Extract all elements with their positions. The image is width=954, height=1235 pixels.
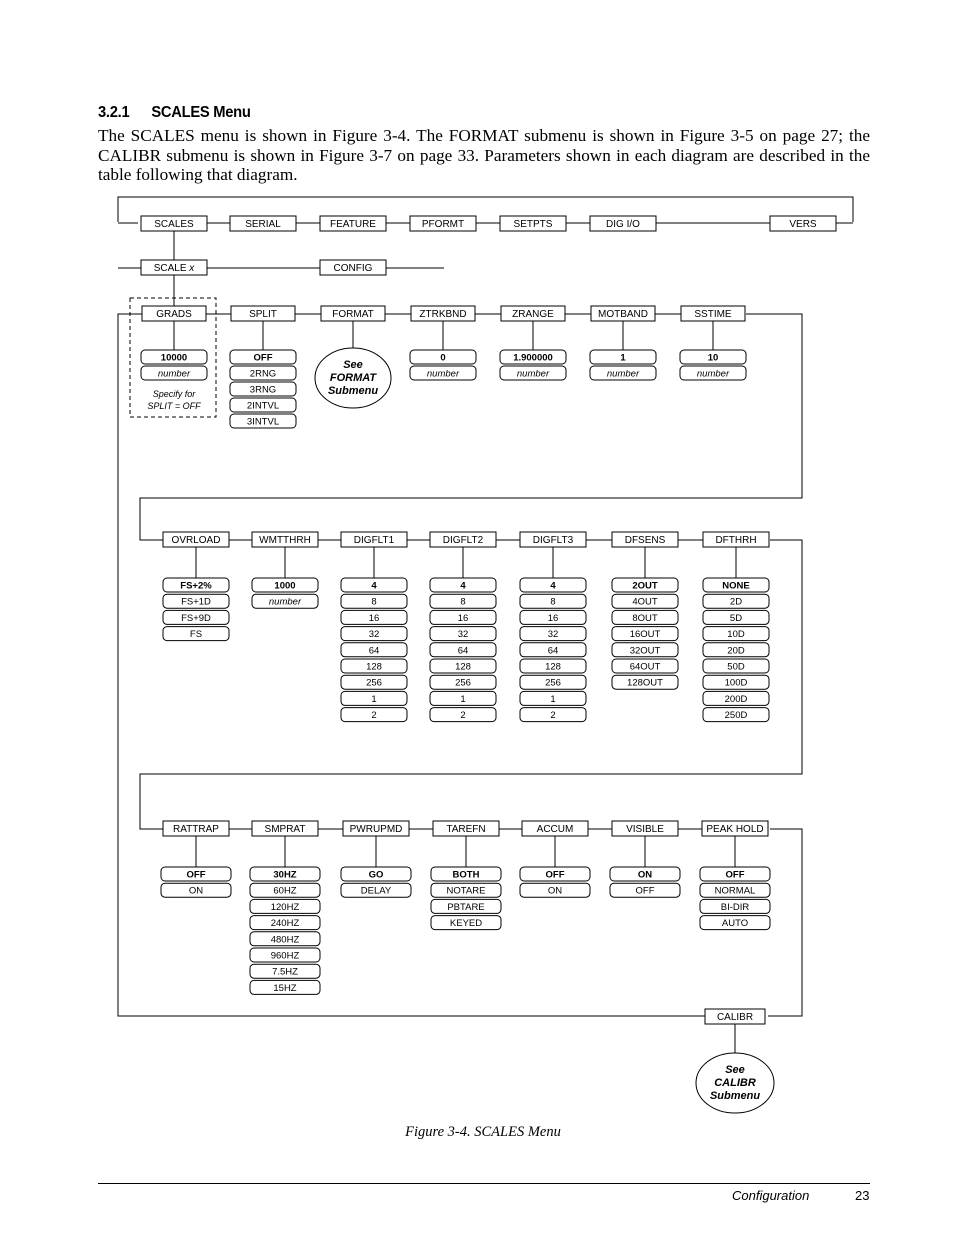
footer-page-number: 23 — [855, 1188, 870, 1203]
accum-option-off: OFF — [545, 869, 565, 881]
ztrkbnd-option-0: 0 — [440, 352, 446, 364]
menu-smprat-label: SMPRAT — [264, 824, 306, 835]
digflt3-option-32: 32 — [547, 629, 559, 641]
menu-peak-hold-label: PEAK HOLD — [706, 824, 764, 835]
dfthrh-option-200d: 200D — [724, 693, 748, 705]
footer-section-name: Configuration — [732, 1188, 810, 1203]
peak-hold-option-off: OFF — [725, 869, 745, 881]
digflt1-option-128: 128 — [366, 661, 382, 673]
menu-vers-label: VERS — [789, 219, 817, 230]
dfthrh-option-20d: 20D — [727, 645, 745, 657]
digflt2-option-16: 16 — [457, 612, 469, 624]
peak-hold-option-normal: NORMAL — [714, 885, 756, 897]
smprat-option-960hz: 960HZ — [270, 950, 300, 962]
ovrload-option-fs-9d: FS+9D — [181, 612, 211, 624]
digflt2-option-4: 4 — [460, 580, 466, 592]
ovrload-option-fs-1d: FS+1D — [181, 596, 211, 608]
grads-note-1: Specify for — [152, 389, 196, 399]
format-submenu-line-3: Submenu — [327, 385, 379, 397]
zrange-option-number: number — [516, 368, 550, 380]
menu-dfsens-label: DFSENS — [624, 535, 666, 546]
dfthrh-option-100d: 100D — [724, 677, 748, 689]
ztrkbnd-option-number: number — [426, 368, 460, 380]
digflt2-option-128: 128 — [455, 661, 471, 673]
menu-wmtthrh-label: WMTTHRH — [259, 535, 311, 546]
section-title: SCALES Menu — [151, 104, 251, 121]
menu-format-label: FORMAT — [332, 309, 374, 320]
split-option-3intvl: 3INTVL — [246, 416, 280, 428]
section-number: 3.2.1 — [98, 104, 130, 121]
peak-hold-option-bi-dir: BI-DIR — [720, 901, 750, 913]
smprat-option-7-5hz: 7.5HZ — [272, 966, 298, 978]
menu-feature-label: FEATURE — [330, 219, 376, 230]
digflt2-option-1: 1 — [460, 693, 466, 705]
pwrupmd-option-delay: DELAY — [360, 885, 392, 897]
tarefn-option-keyed: KEYED — [449, 918, 483, 930]
menu-scale-x-label: SCALE x — [153, 263, 195, 274]
dfthrh-option-5d: 5D — [729, 612, 743, 624]
smprat-option-60hz: 60HZ — [273, 885, 297, 897]
digflt1-option-8: 8 — [371, 596, 377, 608]
digflt1-option-32: 32 — [368, 629, 380, 641]
tarefn-option-notare: NOTARE — [446, 885, 486, 897]
zrange-option-1-900000: 1.900000 — [513, 352, 553, 364]
rattrap-option-on: ON — [188, 885, 204, 897]
split-option-3rng: 3RNG — [249, 384, 277, 396]
digflt1-option-16: 16 — [368, 612, 380, 624]
dfsens-option-2out: 2OUT — [632, 580, 658, 592]
menu-grads-label: GRADS — [156, 309, 192, 320]
dfthrh-option-250d: 250D — [724, 710, 748, 722]
digflt2-option-8: 8 — [460, 596, 466, 608]
digflt3-option-1: 1 — [550, 693, 556, 705]
menu-accum-label: ACCUM — [536, 824, 574, 835]
grads-option-10000: 10000 — [160, 352, 188, 364]
digflt3-option-2: 2 — [550, 710, 556, 722]
digflt3-option-4: 4 — [550, 580, 556, 592]
tarefn-option-pbtare: PBTARE — [447, 901, 485, 913]
dfsens-option-64out: 64OUT — [629, 661, 661, 673]
dfsens-option-32out: 32OUT — [629, 645, 661, 657]
digflt3-option-128: 128 — [545, 661, 561, 673]
menu-digflt1-label: DIGFLT1 — [353, 535, 395, 546]
digflt1-option-1: 1 — [371, 693, 377, 705]
motband-option-number: number — [606, 368, 640, 380]
grads-option-number: number — [157, 368, 191, 380]
accum-option-on: ON — [547, 885, 563, 897]
ovrload-option-fs: FS — [189, 629, 203, 641]
digflt3-option-64: 64 — [547, 645, 559, 657]
dfthrh-option-10d: 10D — [727, 629, 745, 641]
dfthrh-option-50d: 50D — [727, 661, 745, 673]
sstime-option-10: 10 — [707, 352, 719, 364]
motband-option-1: 1 — [620, 352, 626, 364]
dfsens-option-128out: 128OUT — [627, 677, 663, 689]
menu-config-label: CONFIG — [333, 263, 373, 274]
menu-visible-label: VISIBLE — [626, 824, 664, 835]
digflt3-option-8: 8 — [550, 596, 556, 608]
menu-pformt-label: PFORMT — [421, 219, 465, 230]
format-submenu-line-2: FORMAT — [329, 372, 377, 384]
calibr-submenu-line-1: See — [725, 1064, 745, 1076]
split-option-2rng: 2RNG — [249, 368, 277, 380]
menu-digflt3-label: DIGFLT3 — [532, 535, 574, 546]
peak-hold-option-auto: AUTO — [721, 918, 749, 930]
wmtthrh-option-number: number — [268, 596, 302, 608]
digflt2-option-64: 64 — [457, 645, 469, 657]
footer-rule — [98, 1183, 870, 1184]
digflt1-option-256: 256 — [366, 677, 382, 689]
digflt2-option-2: 2 — [460, 710, 466, 722]
calibr-submenu-line-2: CALIBR — [714, 1077, 756, 1089]
menu-dfthrh-label: DFTHRH — [715, 535, 757, 546]
menu-motband-label: MOTBAND — [598, 309, 648, 320]
menu-ztrkbnd-label: ZTRKBND — [419, 309, 467, 320]
grads-note-2: SPLIT = OFF — [147, 401, 201, 411]
dfthrh-option-2d: 2D — [729, 596, 743, 608]
menu-rattrap-label: RATTRAP — [173, 824, 219, 835]
format-submenu-line-1: See — [343, 359, 363, 371]
tarefn-option-both: BOTH — [452, 869, 480, 881]
menu-zrange-label: ZRANGE — [512, 309, 554, 320]
rattrap-option-off: OFF — [186, 869, 206, 881]
menu-pwrupmd-label: PWRUPMD — [349, 824, 403, 835]
split-option-2intvl: 2INTVL — [246, 400, 280, 412]
pwrupmd-option-go: GO — [368, 869, 384, 881]
ovrload-option-fs-2: FS+2% — [180, 580, 212, 592]
dfsens-option-4out: 4OUT — [632, 596, 658, 608]
menu-tarefn-label: TAREFN — [446, 824, 486, 835]
digflt1-option-4: 4 — [371, 580, 377, 592]
smprat-option-30hz: 30HZ — [273, 869, 297, 881]
dfsens-option-16out: 16OUT — [629, 629, 661, 641]
calibr-submenu-line-3: Submenu — [709, 1090, 761, 1102]
dfsens-option-8out: 8OUT — [632, 612, 658, 624]
smprat-option-15hz: 15HZ — [273, 982, 297, 994]
digflt3-option-256: 256 — [545, 677, 561, 689]
figure-caption: Figure 3-4. SCALES Menu — [405, 1124, 561, 1140]
wmtthrh-option-1000: 1000 — [274, 580, 296, 592]
dfthrh-option-none: NONE — [722, 580, 750, 592]
menu-sstime-label: SSTIME — [694, 309, 732, 320]
menu-serial-label: SERIAL — [245, 219, 281, 230]
menu-dig-i-o-label: DIG I/O — [606, 219, 640, 230]
smprat-option-240hz: 240HZ — [270, 918, 300, 930]
menu-scales-label: SCALES — [154, 219, 194, 230]
visible-option-on: ON — [637, 869, 653, 881]
digflt3-option-16: 16 — [547, 612, 559, 624]
menu-split-label: SPLIT — [249, 309, 277, 320]
menu-setpts-label: SETPTS — [513, 219, 553, 230]
smprat-option-120hz: 120HZ — [270, 901, 300, 913]
digflt2-option-32: 32 — [457, 629, 469, 641]
smprat-option-480hz: 480HZ — [270, 934, 300, 946]
visible-option-off: OFF — [635, 885, 655, 897]
menu-calibr-label: CALIBR — [716, 1012, 754, 1023]
digflt1-option-2: 2 — [371, 710, 377, 722]
digflt1-option-64: 64 — [368, 645, 380, 657]
menu-ovrload-label: OVRLOAD — [171, 535, 221, 546]
menu-digflt2-label: DIGFLT2 — [442, 535, 484, 546]
digflt2-option-256: 256 — [455, 677, 471, 689]
sstime-option-number: number — [696, 368, 730, 380]
split-option-off: OFF — [253, 352, 273, 364]
intro-paragraph: The SCALES menu is shown in Figure 3-4. The FORMAT submenu is shown in Figure 3-5 on page 27; the CALIBR submenu is shown in Figure 3-7 on page 33. Parameters shown in each diagram are described in the table following that diagram. — [98, 126, 870, 184]
